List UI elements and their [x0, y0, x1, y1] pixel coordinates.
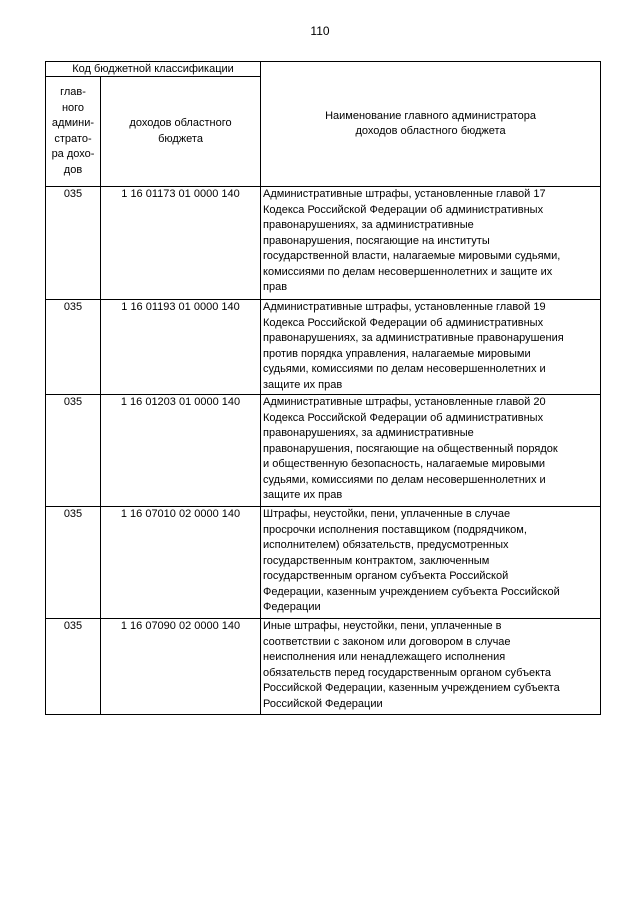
header-line: глав-: [60, 86, 86, 98]
description-cell: [261, 395, 601, 507]
description-line: Штрафы, неустойки, пени, уплаченные в случае: [263, 508, 511, 520]
budget-code-cell: 1 16 01173 01 0000 140: [101, 187, 261, 300]
header-line: страто-: [54, 132, 92, 145]
budget-code-cell: 1 16 07010 02 0000 140: [101, 507, 261, 619]
description-line: Кодекса Российской Федерации об административных: [263, 411, 544, 424]
description-line: правонарушения, посягающие на общественный порядок: [263, 442, 558, 455]
admin-code-cell: 035: [46, 395, 101, 507]
description-line: просрочки исполнения поставщиком (подрядчиком,: [263, 523, 527, 536]
header-line: доходов областного бюджета: [355, 125, 506, 137]
admin-code-cell: 035: [46, 300, 101, 395]
description-line: государственным органом субъекта Российской: [263, 570, 509, 582]
description-line: прав: [263, 281, 288, 293]
budget-code-cell: 1 16 07090 02 0000 140: [101, 619, 261, 715]
description-line: государственным контрактом, заключенным: [263, 554, 490, 567]
description-line: государственной власти, налагаемые мировыми судьями,: [263, 250, 561, 262]
header-line: Наименование главного администратора: [325, 109, 536, 122]
header-regional-budget-income: [101, 77, 261, 187]
admin-code-cell: 035: [46, 619, 101, 715]
description-line: Федерации, казенным учреждением субъекта Российской: [263, 585, 560, 598]
description-line: против порядка управления, налагаемые мировыми: [263, 347, 531, 360]
description-line: неисполнения или ненадлежащего исполнения: [263, 651, 506, 663]
description-line: защите их прав: [263, 378, 343, 391]
header-main-administrator: [46, 77, 101, 187]
header-line: бюджета: [158, 132, 203, 145]
description-line: правонарушениях, за административные правонарушения: [263, 332, 564, 344]
budget-code-cell: 1 16 01193 01 0000 140: [101, 300, 261, 395]
admin-code-cell: 035: [46, 507, 101, 619]
description-cell: [261, 187, 601, 300]
description-line: обязательств перед государственным органом субъекта: [263, 666, 552, 679]
header-line: доходов областного: [129, 117, 232, 129]
description-line: Административные штрафы, установленные главой 17: [263, 188, 546, 200]
description-line: правонарушения, посягающие на институты: [263, 234, 490, 247]
description-line: исполнителем) обязательств, предусмотренных: [263, 539, 509, 551]
header-administrator-name: [261, 62, 601, 187]
description-line: защите их прав: [263, 489, 343, 501]
budget-code-cell: 1 16 01203 01 0000 140: [101, 395, 261, 507]
header-budget-classification-code: Код бюджетной классификации: [46, 62, 261, 77]
description-line: Российской Федерации, казенным учреждением субъекта: [263, 682, 560, 694]
header-line: ра дохо-: [51, 148, 95, 160]
description-line: Российской Федерации: [263, 697, 383, 710]
description-line: и общественную безопасность, налагаемые мировыми: [263, 458, 546, 470]
description-cell: [261, 300, 601, 395]
description-cell: [261, 619, 601, 715]
description-line: судьями, комиссиями по делам несовершеннолетних и: [263, 473, 546, 486]
table-row: [46, 507, 601, 619]
table-row: [46, 300, 601, 395]
header-line: дов: [63, 163, 83, 176]
description-line: правонарушениях, за административные: [263, 219, 474, 231]
description-line: соответствии с законом или договором в случае: [263, 635, 511, 648]
page-number: 110: [310, 24, 330, 38]
description-line: Административные штрафы, установленные главой 20: [263, 396, 546, 408]
budget-classification-table: [45, 61, 601, 715]
description-line: Кодекса Российской Федерации об административных: [263, 203, 544, 216]
description-line: Кодекса Российской Федерации об административных: [263, 316, 544, 329]
header-line: админи-: [51, 117, 95, 129]
description-line: Федерации: [263, 601, 321, 613]
admin-code-cell: 035: [46, 187, 101, 300]
description-cell: [261, 507, 601, 619]
description-line: Иные штрафы, неустойки, пени, уплаченные в: [263, 620, 502, 632]
description-line: комиссиями по делам несовершеннолетних и защите их: [263, 265, 553, 278]
table-row: [46, 395, 601, 507]
description-line: судьями, комиссиями по делам несовершеннолетних и: [263, 363, 546, 375]
table-row: [46, 619, 601, 715]
description-line: Административные штрафы, установленные главой 19: [263, 301, 546, 313]
description-line: правонарушениях, за административные: [263, 427, 474, 439]
table-row: [46, 187, 601, 300]
header-line: ного: [61, 101, 85, 114]
